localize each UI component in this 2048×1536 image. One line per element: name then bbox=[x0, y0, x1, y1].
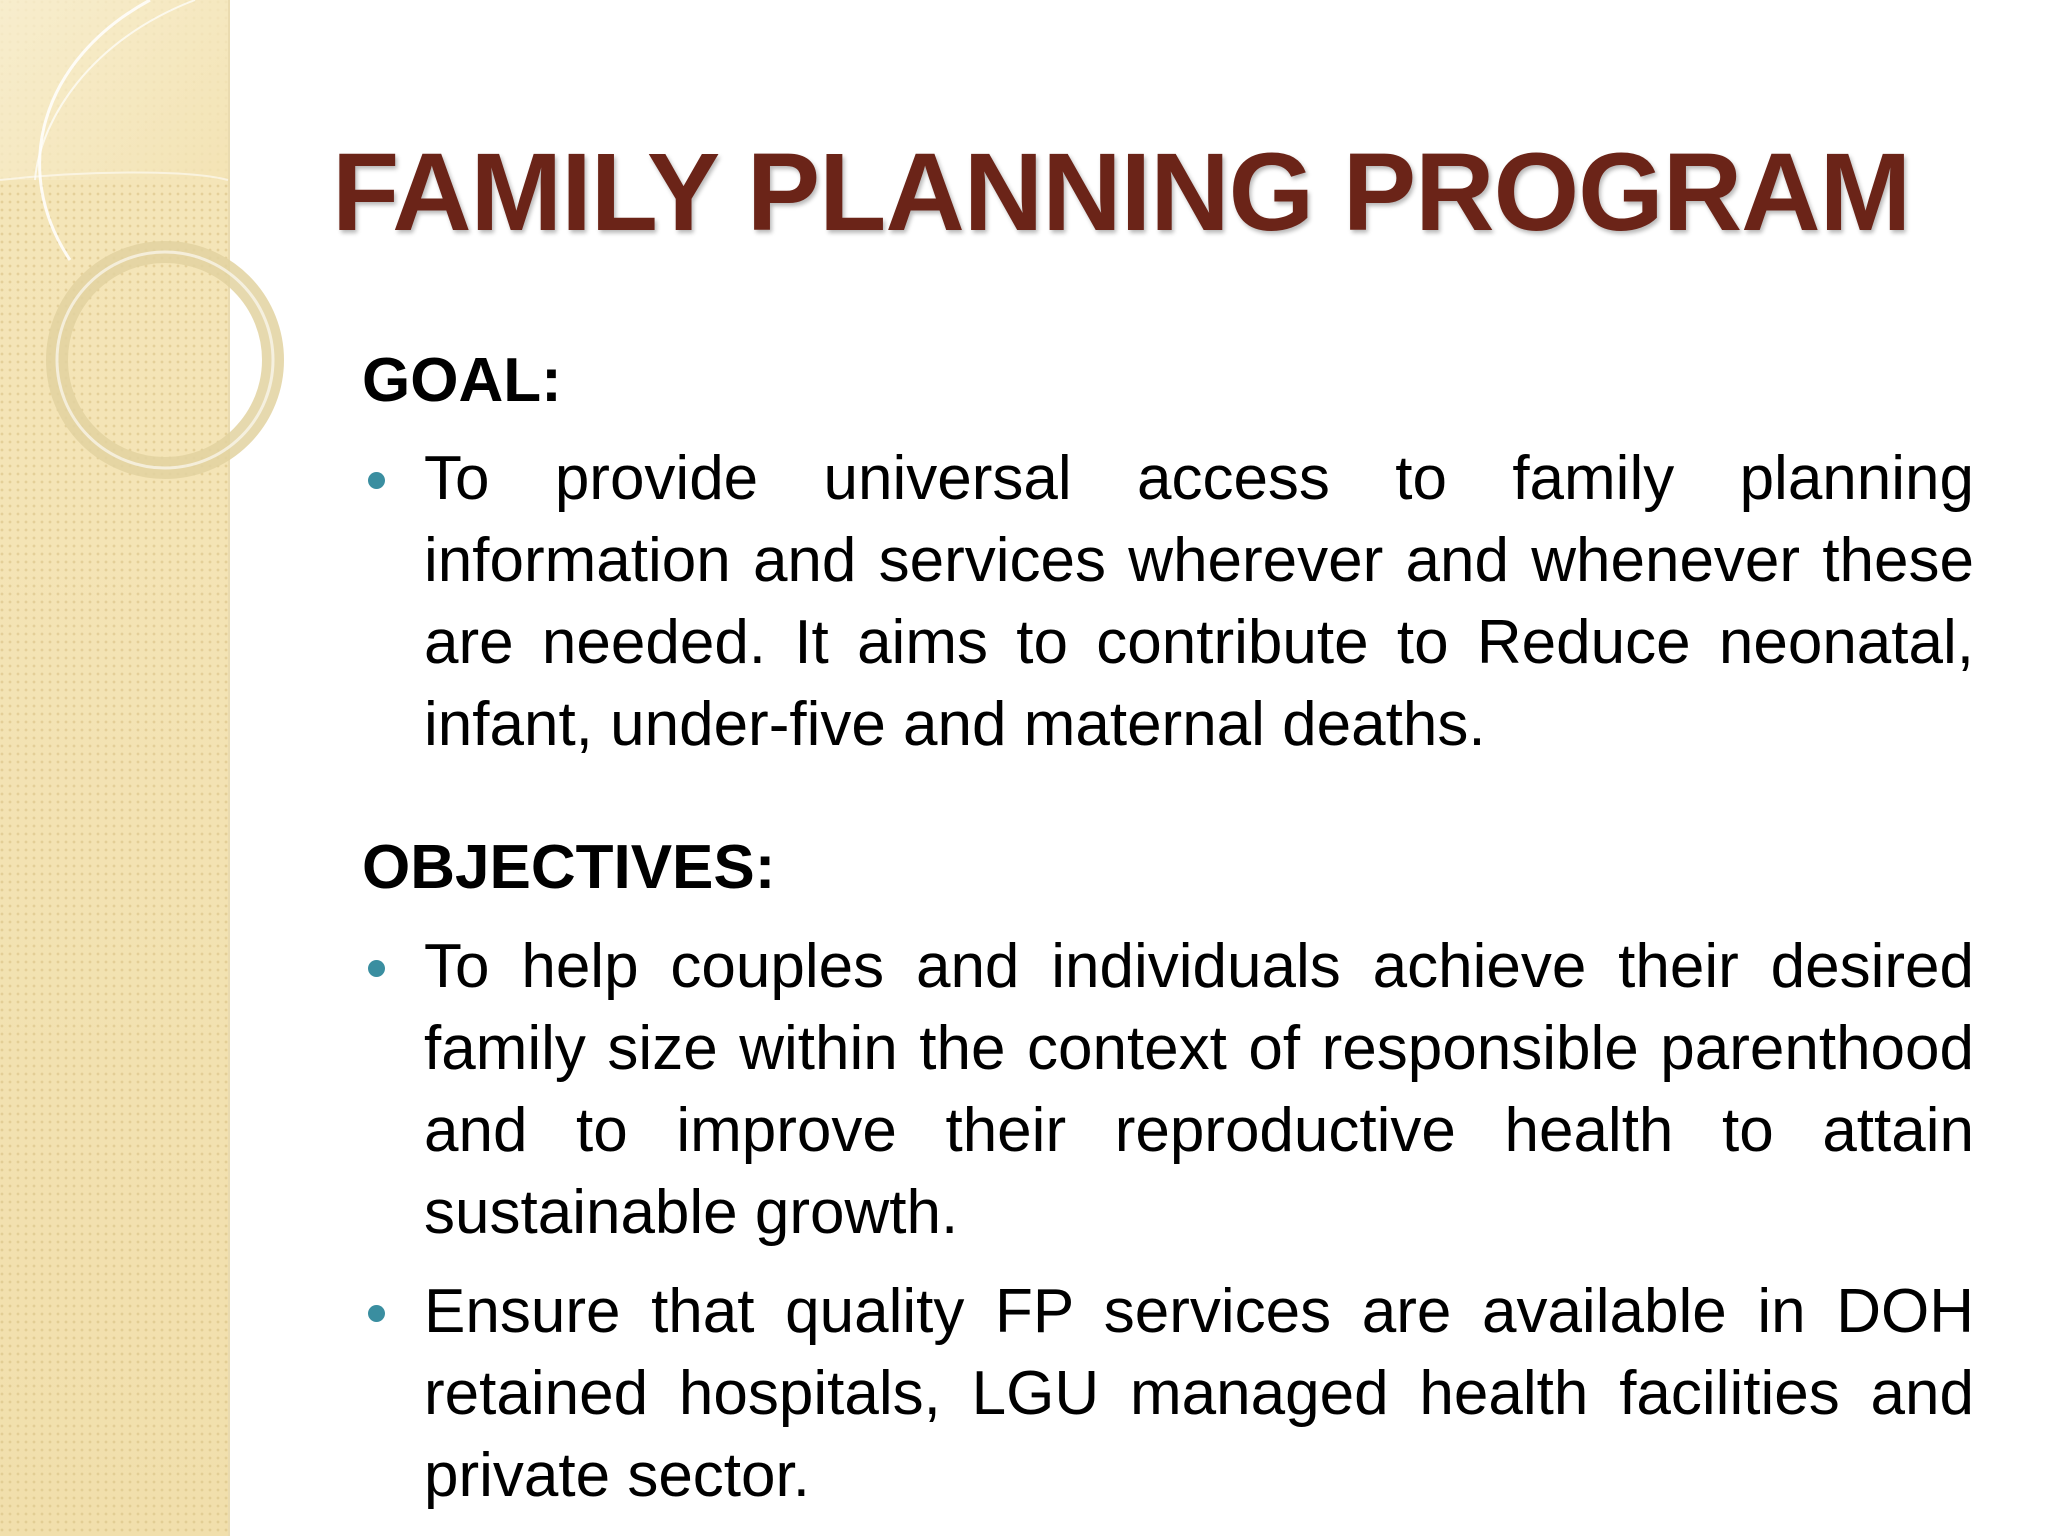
objectives-bullet-2-text: Ensure that quality FP services are available in DOH retained hospitals, LGU managed health facilities and private sector. bbox=[424, 1277, 1974, 1510]
ring-arcs-decoration bbox=[0, 0, 320, 520]
goal-bullet-text: To provide universal access to family planning information and services wherever and whenever these are needed. It aims to contribute to Reduce neonatal, infant, under-five and maternal deaths. bbox=[424, 444, 1974, 759]
bullet-dot-icon bbox=[368, 472, 385, 489]
objectives-heading: OBJECTIVES: bbox=[362, 833, 776, 902]
goal-heading: GOAL: bbox=[362, 346, 562, 415]
objectives-bullet-1-text: To help couples and individuals achieve their desired family size within the context of responsible parenthood and to improve their reproductive health to attain sustainable growth. bbox=[424, 932, 1974, 1247]
slide-title: FAMILY PLANNING PROGRAM bbox=[332, 131, 1911, 254]
bullet-dot-icon bbox=[368, 1305, 385, 1322]
bullet-dot-icon bbox=[368, 960, 385, 977]
